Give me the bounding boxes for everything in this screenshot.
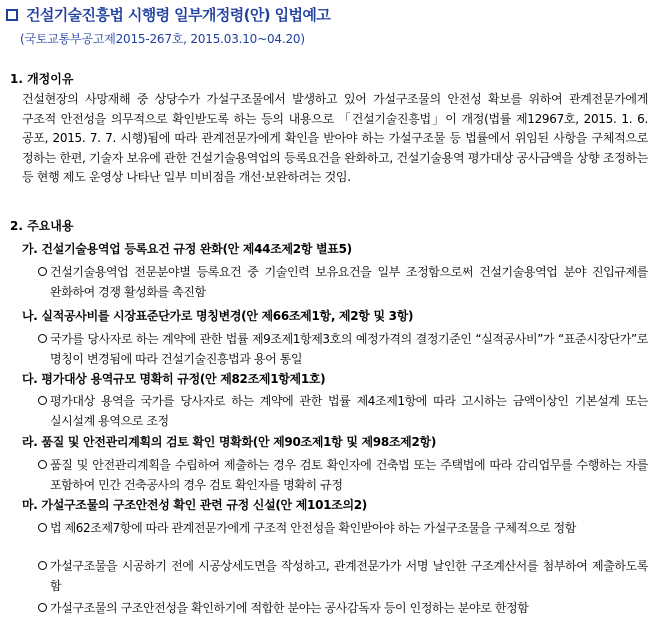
- notice-number: (국토교통부공고제2015-267호, 2015.03.10~04.20): [20, 32, 305, 46]
- reason-paragraph: 건설현장의 사망재해 중 상당수가 가설구조물에서 발생하고 있어 가설구조물의 안전성 확보를 위하여 관계전문가에게 구조적 안전성을 의무적으로 확인받도록 하는 등의 내용으로 「건설기술진흥법」이 개정(법률 제12967호, 2015. 1. 6. 공포, 2015. 7. 7. 시행)됨에 따라 관계전문가에게 확인을 받아야 하는 가설구조물 등 법률에서 위임된 사항을 구체적으로 정하는 한편, 기술자 보유에 관한 건설기술용역업의 등록요건을 완화하고, 건설기술용역 평가대상 공사금액을 상향 조정하는 등 현행 제도 운영상 나타난 일부 미비점을 개선·보완하려는 것임.: [22, 92, 648, 184]
- list-item: [38, 598, 648, 618]
- bullet-circle-icon: [38, 267, 47, 276]
- page-title: 건설기술진흥법 시행령 일부개정령(안) 입법예고: [26, 6, 331, 24]
- bullet-circle-icon: [38, 523, 47, 532]
- checkbox-square-icon: [6, 9, 18, 21]
- list-item: [38, 556, 648, 596]
- bullet-circle-icon: [38, 603, 47, 612]
- bullet-text: 평가대상 용역을 국가를 당사자로 하는 계약에 관한 법률 제4조제1항에 따라 고시하는 금액이상인 기본설계 또는 실시설계 용역으로 조정: [50, 394, 648, 428]
- section-heading-main: 2. 주요내용: [10, 219, 74, 233]
- title-row: [6, 4, 330, 25]
- item-title-da: 다. 평가대상 용역규모 명확히 규정(안 제82조제1항제1호): [22, 372, 326, 386]
- bullet-circle-icon: [38, 334, 47, 343]
- bullet-text: 법 제62조제7항에 따라 관계전문가에게 구조적 안전성을 확인받아야 하는 가설구조물을 구체적으로 정함: [50, 521, 576, 535]
- item-title-ma: 마. 가설구조물의 구조안전성 확인 관련 규정 신설(안 제101조의2): [22, 498, 367, 512]
- list-item: [38, 391, 648, 431]
- bullet-text: 품질 및 안전관리계획을 수립하여 제출하는 경우 검토 확인자에 건축법 또는 주택법에 따라 감리업무를 수행하는 자를 포함하여 민간 건축공사의 경우 검토 확인자를 명확히 규정: [50, 458, 648, 492]
- bullet-circle-icon: [38, 460, 47, 469]
- bullet-text: 가설구조물의 구조안전성을 확인하기에 적합한 분야는 공사감독자 등이 인정하는 분야로 한정함: [50, 601, 529, 615]
- item-title-na: 나. 실적공사비를 시장표준단가로 명칭변경(안 제66조제1항, 제2항 및 3항): [22, 309, 414, 323]
- bullet-text: 건설기술용역업 전문분야별 등록요건 중 기술인력 보유요건을 일부 조정함으로써 건설기술용역업 분야 진입규제를 완화하여 경쟁 활성화를 촉진함: [50, 265, 648, 299]
- list-item: [38, 455, 648, 495]
- bullet-text: 가설구조물을 시공하기 전에 시공상세도면을 작성하고, 관계전문가가 서명 날인한 구조계산서를 첨부하여 제출하도록 함: [50, 559, 648, 593]
- bullet-circle-icon: [38, 396, 47, 405]
- section-heading-reason: 1. 개정이유: [10, 72, 74, 86]
- list-item: [38, 262, 648, 302]
- list-item: [38, 329, 648, 369]
- item-title-ra: 라. 품질 및 안전관리계획의 검토 확인 명확화(안 제90조제1항 및 제98조제2항): [22, 435, 437, 449]
- list-item: [38, 518, 648, 538]
- item-title-ga: 가. 건설기술용역업 등록요건 규정 완화(안 제44조제2항 별표5): [22, 242, 352, 256]
- bullet-circle-icon: [38, 561, 47, 570]
- bullet-text: 국가를 당사자로 하는 계약에 관한 법률 제9조제1항제3호의 예정가격의 결정기준인 “실적공사비”가 “표준시장단가”로 명칭이 변경됨에 따라 건설기술진흥법과 용어 통일: [50, 332, 648, 366]
